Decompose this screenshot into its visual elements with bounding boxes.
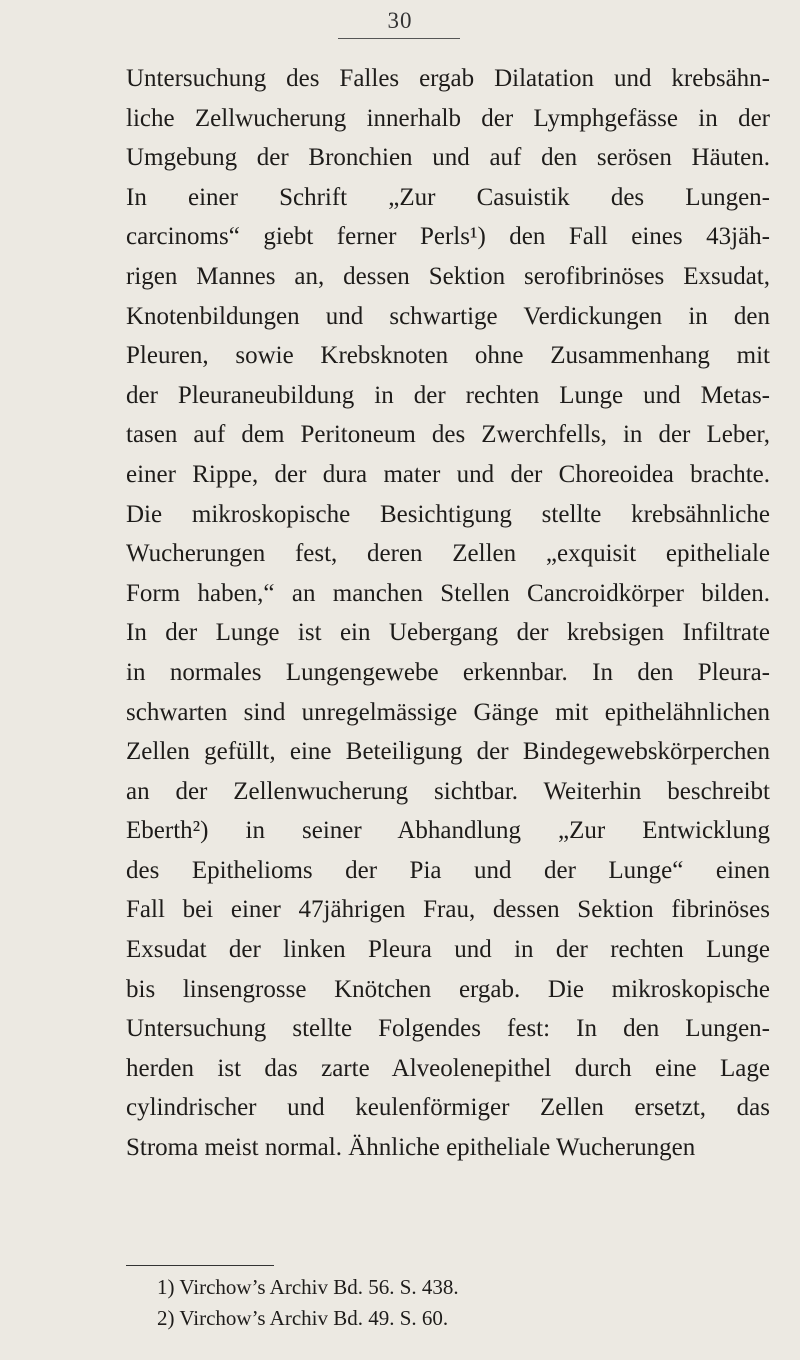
text-line: Die mikroskopische Besichtigung stellte krebsähnliche [126,500,770,528]
text-line: Pleuren, sowie Krebsknoten ohne Zusammenhang mit [126,342,770,370]
text-line: cylindrischer und keulenförmiger Zellen ersetzt, das [126,1094,770,1122]
page-number: 30 [387,8,413,33]
text-line: Wucherungen fest, deren Zellen „exquisit epitheliale [126,540,770,568]
text-line: Untersuchung stellte Folgendes fest: In den Lungen- [126,1015,770,1043]
text-line: einer Rippe, der dura mater und der Choreoidea brachte. [126,460,770,488]
text-line: an der Zellenwucherung sichtbar. Weiterhin beschreibt [126,777,770,805]
text-line: tasen auf dem Peritoneum des Zwerchfells, in der Leber, [126,421,770,449]
page-number-rule [338,38,460,39]
text-line: des Epithelioms der Pia und der Lunge“ einen [126,856,770,884]
text-line: Form haben,“ an manchen Stellen Cancroidkörper bilden. [126,579,770,607]
text-line: Eberth²) in seiner Abhandlung „Zur Entwicklung [126,817,770,845]
footnotes [157,1272,657,1334]
footnote-1: 1) Virchow’s Archiv Bd. 56. S. 438. [157,1275,459,1299]
text-line: In der Lunge ist ein Uebergang der krebsigen Infiltrate [126,619,770,647]
text-line: Untersuchung des Falles ergab Dilatation und krebsähn- [126,65,770,92]
text-line: der Pleuraneubildung in der rechten Lunge und Metas- [126,381,770,409]
text-line: bis linsengrosse Knötchen ergab. Die mikroskopische [126,975,770,1003]
text-line: Exsudat der linken Pleura und in der rechten Lunge [126,936,770,964]
text-line: In einer Schrift „Zur Casuistik des Lungen- [126,183,770,211]
text-line: Zellen gefüllt, eine Beteiligung der Bindegewebskörperchen [126,738,770,766]
text-line: in normales Lungengewebe erkennbar. In den Pleura- [126,658,770,686]
text-line: Knotenbildungen und schwartige Verdickungen in den [126,302,770,330]
text-line: Stroma meist normal. Ähnliche epitheliale Wucherungen [126,1134,696,1162]
text-line: carcinoms“ giebt ferner Perls¹) den Fall eines 43jäh- [126,223,770,251]
text-line: herden ist das zarte Alveolenepithel durch eine Lage [126,1054,770,1082]
body-text [126,59,770,1168]
text-line: schwarten sind unregelmässige Gänge mit epithelähnlichen [126,698,770,726]
text-line: Fall bei einer 47jährigen Frau, dessen Sektion fibrinöses [126,896,770,924]
text-line: Umgebung der Bronchien und auf den serösen Häuten. [126,144,770,172]
text-line: liche Zellwucherung innerhalb der Lymphgefässe in der [126,104,770,132]
text-line: rigen Mannes an, dessen Sektion serofibrinöses Exsudat, [126,262,770,290]
footnote-2: 2) Virchow’s Archiv Bd. 49. S. 60. [157,1306,449,1330]
footnote-rule [126,1265,274,1266]
